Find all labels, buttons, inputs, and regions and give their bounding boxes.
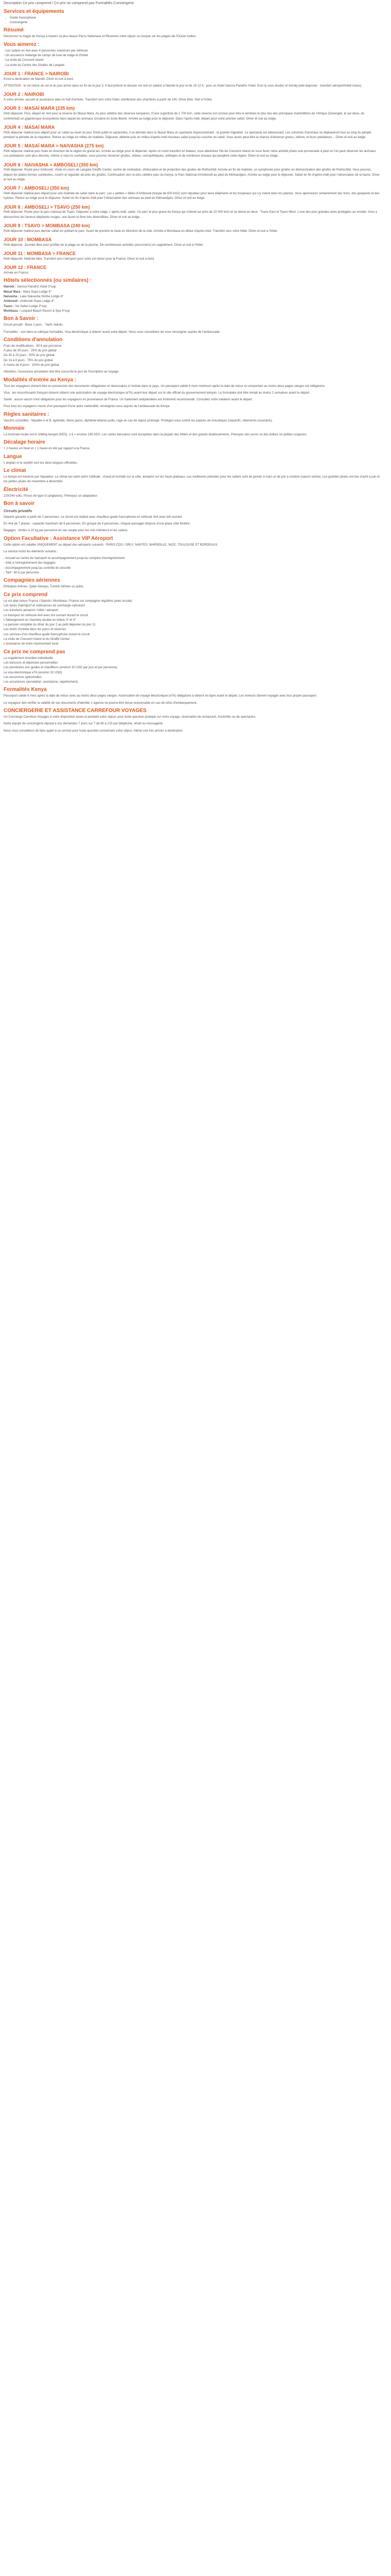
list-item	[4, 290, 380, 295]
day-8	[4, 205, 380, 220]
list-item: • Conciergerie	[10, 21, 380, 25]
page	[0, 0, 384, 741]
list-item: - Tarif : 60 € par personne	[4, 571, 380, 575]
day-title: JOUR 9 : TSAVO > MOMBASA (240 km)	[4, 223, 90, 229]
climat-text: Le Kenya est traversé par l'équateur. Le climat est varié selon l'altitude : chaud et humide sur la côte, tempéré sur les hauts plateaux. Les meilleures périodes pour les safaris sont de janvier à mars et de juin à octobre (saison sèche). Les grandes pluies ont lieu d'avril à juin et les petites pluies de novembre à décembre.	[4, 475, 380, 484]
conditions-note: Attention, l'assurance annulation doit être souscrite le jour de l'inscription au voyage.	[4, 370, 120, 374]
regles-sanitaires-text: Vaccins conseillés : hépatite A et B, typhoïde, fièvre jaune, diphtérie-tétanos-polio, rage en cas de séjour prolongé. Protégez-vous contre les piqûres de moustiques (répulsifs, vêtements couvrants).	[4, 419, 273, 422]
list-item: Les services d'un chauffeur-guide francophone durant le circuit	[4, 633, 90, 636]
list-item: À plus de 30 jours : 25% du prix global	[4, 349, 57, 353]
decalage-text: + 2 heures en hiver et + 1 heure en été par rapport à la France.	[4, 447, 91, 451]
list-item: Les assurances (annulation, assistance, rapatriement)	[4, 681, 78, 684]
langue-title: Langue	[4, 453, 22, 460]
modalites-text: Santé : aucun vaccin n'est obligatoire pour les voyageurs en provenance de France. Un traitement antipaludéen est fortement recommandé. Consultez votre médecin avant le départ.	[4, 398, 253, 402]
list-item: Les droits d'entrée dans les parcs et réserves	[4, 628, 66, 632]
list-item: - La visite du Centre des Girafes de Langata	[4, 63, 380, 68]
services-title: Services et équipements	[4, 8, 64, 14]
hotel-city: Tsavo :	[4, 304, 14, 308]
resume-title: Résumé	[4, 27, 24, 33]
day-text: Petit déjeuner matinal puis départ pour une matinée de safari dans le parc. Les « petites » bêtes d'Amboseli (troupe de 600 km2) sont réputées pour leurs éléphants et les troupeaux qui s'y voient dans les plaines. Vous apercevrez certainement des lions, des guépards et des hyènes. Retour au lodge pour le déjeuner. Safari en fin d'après-midi pour l'observation des animaux au pied du Kilimandjaro. Dîner et nuit au lodge.	[4, 192, 380, 200]
list-item: Les boissons et dépenses personnelles	[4, 661, 58, 665]
list-item	[4, 285, 380, 290]
list-item: L'assistance de notre représentant local	[4, 642, 58, 646]
bon-a-savoir-title: Bon à Savoir :	[4, 316, 39, 322]
list-item: Les taxes d'aéroport et redevances de surcharge carburant	[4, 604, 85, 607]
hotel-name: Voi Safari Lodge 3*sup	[15, 304, 47, 308]
services-list	[10, 16, 380, 26]
day-title: JOUR 11 : MOMBASA > FRANCE	[4, 251, 76, 257]
vous-aimerez-title: Vous aimerez :	[4, 41, 40, 47]
option-text: Le service inclut les éléments suivants :	[4, 550, 58, 553]
conciergerie-text: Un Concierge Carrefour Voyages à votre disposition avant et pendant votre séjour, pour toute question pratique sur votre voyage, réservation de restaurant, d'activités ou de spectacles.	[4, 716, 256, 719]
list-item: L'hébergement en chambre double en hôtels 3* et 4*	[4, 618, 76, 622]
hotel-name: Sarova Panafric Hotel 3*sup	[17, 285, 56, 289]
list-item: Frais de modifications : 80 € par personne	[4, 344, 62, 348]
list-item: Le transport en véhicule 4x4 avec toit ouvrant durant le circuit	[4, 614, 88, 617]
list-item: À moins de 8 jours : 100% du prix global	[4, 363, 59, 367]
hotel-city: Amboseli :	[4, 300, 20, 303]
hotel-city: Nairobi :	[4, 285, 17, 289]
formalites-title: Formalités Kenya	[4, 687, 47, 693]
hotels-list	[4, 285, 380, 314]
day-9	[4, 223, 380, 234]
bon-a-savoir-text: Formalités : voir dans la rubrique formalités. Visa électronique à obtenir avant votre départ. Nous vous conseillons de vous renseigner auprès de l'ambassade.	[4, 330, 221, 334]
list-item: Le supplément chambre individuelle	[4, 656, 53, 660]
day-3	[4, 106, 380, 121]
day-2	[4, 92, 380, 103]
hotel-name: Leopard Beach Resort & Spa 4*sup	[21, 309, 70, 313]
list-item	[4, 295, 380, 299]
list-item: - La visite de Crescent Island	[4, 58, 380, 63]
day-title: JOUR 12 : FRANCE	[4, 265, 47, 270]
monnaie-text: La monnaie locale est le shilling kenyan (KES). 1 € = environ 140 KES. Les cartes bancaires sont acceptées dans la plupart des hôtels et des grands établissements. Prévoyez des euros ou des dollars en petites coupures.	[4, 433, 307, 437]
hotel-city: Masaï Mara :	[4, 290, 23, 294]
day-1	[4, 71, 380, 89]
list-item: - Les safaris en 4x4 avec 4 personnes maximum par véhicule	[4, 49, 380, 54]
day-10	[4, 237, 380, 248]
list-item: Les excursions optionnelles	[4, 675, 42, 679]
langue-text: L'anglais et le swahili sont les deux langues officielles.	[4, 461, 78, 465]
day-12	[4, 265, 380, 276]
formalites-text: Le voyageur doit vérifier la validité de ses documents d'identité. L'agence ne pourra être tenue responsable en cas de refus d'embarquement.	[4, 701, 198, 705]
day-title: JOUR 6 : NAIVASHA > AMBOSELI (350 km)	[4, 162, 98, 167]
option-text: Cette option est valable UNIQUEMENT au départ des aéroports suivants : PARIS CDG / ORLY, NANTES, MARSEILLE, NICE, TOULOUSE ET BORDEAUX.	[4, 543, 219, 547]
bon-a-savoir-2-text: Bagages : limités à 15 kg par personne en sac souple pour les vols intérieurs et les safaris.	[4, 529, 128, 533]
day-title: JOUR 8 : AMBOSELI > TSAVO (250 km)	[4, 204, 90, 210]
day-text: À votre arrivée, accueil et assistance dans le hall d'arrivée. Transfert vers votre hôtel, distribution des chambres à partir de 14h. Dîner libre. Nuit à l'hôtel.	[4, 98, 213, 102]
day-text: Petit déjeuner. Route pour le parc national de Tsavo. Déjeuner à votre lodge. L'après-midi, safari. Ce parc le plus grand du Kenya qui s'étend sur près de 22 000 km2 et se divise en deux : Tsavo East et Tsavo West. L'une des plus grandes aires protégées au monde. Vous y découvrirez les fameux éléphants rouges, une faune et flore très diversifiées. Dîner et nuit au lodge.	[4, 211, 378, 219]
day-5	[4, 143, 380, 159]
list-item	[4, 299, 380, 304]
list-item: - Accompagnement jusqu'au contrôle de sécurité	[4, 566, 380, 571]
decalage-title: Décalage horaire	[4, 439, 45, 446]
list-item	[4, 309, 380, 314]
bon-a-savoir-2-text: Départs garantis à partir de 2 personnes. Le circuit est réalisé avec chauffeur-guide francophone en véhicule 4x4 avec toit ouvrant.	[4, 515, 183, 519]
day-text: Arrivée en France.	[4, 272, 29, 275]
bon-a-savoir-2-title: Bon à savoir	[4, 500, 35, 506]
conciergerie-text: Notre équipe de conciergerie répond à vos demandes 7 jours sur 7 de 9h à 21h par téléphone, email ou messagerie.	[4, 722, 164, 726]
prix-comprend-list	[4, 599, 380, 647]
day-text: Petit déjeuner. Route pour Amboseli. Visite en cours de Langata Giraffe Center, centre de motivation, d'éducation et de protection des girafes de Rothschild. Arrivée en fin de matinée, un symphonie pour girafes en démonstration des girafes de Rothschild. Vous pourrez, depuis les plates-formes surélevées, nourrir et regarder de près les girafes. Continuation vers le plus célèbre parc du Kenya, le Parc National d'Amboseli au pied du Kilimandjaro. Arrivée au lodge pour le déjeuner. Safari en fin d'après-midi pour l'observation de la faune. Dîner et nuit au lodge.	[4, 168, 380, 181]
modalites-text: Tous les voyageurs doivent être en possession des documents obligatoires et nécessaires à l'entrée dans le pays. Un passeport valide 6 mois minimum après la date de retour et comportant au moins deux pages vierges est obligatoire.	[4, 384, 325, 388]
bon-a-savoir-text: Circuit privatif - Base 2 pers. - Tarifs réduits.	[4, 324, 64, 327]
list-item: Les pourboires aux guides et chauffeurs (environ 10 USD par jour et par personne)	[4, 666, 118, 670]
resume-text: Découvrez la magie du Kenya à travers sa plus beaux Parcs Nationaux et Réserves votre séjour se toucpie sur les plages de l'Océan Indien.	[4, 35, 197, 39]
day-text: Petit déjeuner matinal puis dernier safari en quittant le parc. Avant de prendre la route en direction de la côte. Arrivée à Mombasa en début d'après-midi. Transfert vers votre hôtel. Dîner et nuit à l'hôtel.	[4, 229, 278, 233]
tabs-line: Description Ce prix comprend / Ce prix ne comprend pas Formalités Conciergerie	[4, 2, 134, 5]
list-item: Les transferts aéroport / hôtel / aéroport	[4, 609, 58, 613]
compagnies-title: Compagnies aériennes	[4, 578, 60, 584]
formalites-text: Passeport valide 6 mois après la date de retour avec au moins deux pages vierges. Autorisation de voyage électronique (eTA) obligatoire à obtenir en ligne avant le départ. Les mineurs doivent voyager avec leur propre passeport.	[4, 694, 317, 698]
day-title: JOUR 5 : MASAÏ MARA > NAIVASHA (275 km)	[4, 143, 104, 149]
day-text: Envol à destination de Nairobi. Dîner et nuit à bord.	[4, 77, 74, 81]
compagnies-text: Ethiopian Airlines, Qatar Airways, Turkish Airlines ou autre.	[4, 585, 84, 589]
climat-title: Le climat	[4, 467, 26, 473]
hotel-name: Amboseli Sopa Lodge 4*	[20, 300, 55, 303]
day-title: JOUR 1 : FRANCE > NAIROBI	[4, 71, 69, 76]
day-title: JOUR 3 : MASAÏ MARA (235 km)	[4, 106, 75, 111]
circuits-privatifs-subtitle: Circuits privatifs	[4, 509, 32, 513]
hotel-name: Mara Sopa Lodge 4*	[23, 290, 52, 294]
list-item: - Un accueurur mélange de camps de luxe de lodge et d'hotel	[4, 54, 380, 58]
list-item: Le vol aller-retour France / Nairobi / Mombasa / France sur compagnie régulière (avec escale)	[4, 599, 133, 603]
electricite-text: 220/240 volts. Prises de type G (anglaises). Prévoyez un adaptateur.	[4, 494, 98, 498]
day-text: Petit déjeuner. Puis, départ en 4x4 pour la réserve du Masaï Mara. Au plus célèbre des réserves kenyanes. D'une superficie de 1 700 km², cette réserve est connue pour être le territoire le plus lieu des principaux mammifères de l'Afrique (Serengeti, le sur-deux, du continental) un gigantesque écosystème dans laquel les animaux circulent en toute liberté. Arrivée au lodge pour le déjeuner. Dans l'après-midi, départ pour votre premier safari. Dîner et nuit au lodge.	[4, 112, 365, 121]
day-title: JOUR 10 : MOMBASA	[4, 237, 52, 243]
modalites-text: Visa : les ressortissants français doivent obtenir une autorisation de voyage électronique (eTA) avant leur départ sur le site officiel du gouvernement kényan. Le formulaire doit être rempli au moins 2 semaines avant le départ.	[4, 391, 310, 395]
day-title: JOUR 7 : AMBOSELI (350 km)	[4, 185, 69, 191]
hotels-title: Hôtels sélectionnés (ou similaires) :	[4, 278, 92, 284]
itinerary	[4, 71, 380, 276]
day-11	[4, 251, 380, 262]
day-title: JOUR 4 : MASAÏ MARA	[4, 124, 55, 130]
day-6	[4, 162, 380, 183]
prix-ne-comprend-list	[4, 656, 380, 685]
hotel-name: Lake Naivasha Simba Lodge 4*	[20, 295, 63, 299]
day-text: Petit déjeuner. Journée libre pour profiter de la plage ou de la piscine. De nombreuses activités (excursions) en supplément. Dîner et nuit à l'hôtel.	[4, 243, 204, 247]
regles-sanitaires-title: Règles sanitaires :	[4, 411, 50, 417]
conditions-list	[4, 344, 380, 368]
option-title: Option Facultative : Assistance VIP Aéroport	[4, 535, 113, 541]
day-text: Petit déjeuner matinal puis route en direction de la région du grand lac. Arrivée au lodge pour le déjeuner. Après un court transfert en bateau, vous atteindrez l'île de Crescent Island où vous ferez notre activité phare une promenade à pied où l'on peut observer les animaux. Les prédateurs sont plus discrets, même si vous le souhaitez, vous pourrez observer girafes, zèbres, cercopithèques, antilopes et de nombreux oiseaux qui peuplent cette région. Dîner et nuit au lodge.	[4, 149, 377, 158]
option-list	[4, 556, 380, 575]
conciergerie-title: CONCIERGERIE ET ASSISTANCE CARREFOUR VOYAGES	[4, 708, 146, 714]
list-item	[4, 304, 380, 309]
modalites-text: Pour tous les voyageurs munis d'un passeport d'une autre nationalité, renseignez-vous auprès de l'ambassade du Kenya.	[4, 405, 170, 409]
day-text: Petit déjeuner. Matinée libre. Transfert vers l'aéroport pour votre vol retour pour la France. Dîner et nuit à bord.	[4, 258, 155, 261]
list-item: De 14 à 8 jours : 75% du prix global	[4, 359, 53, 362]
electricite-title: Électricité	[4, 486, 28, 493]
day-text: ATTENTION : le vol retour du vol et du jour arrive dans en fin de la jour 3. Il faut prévoir le dossier vol nuit en safaris à Nairobi le jour et de 16 12 A : pres un Hotel Sarova Panafric Hotel. D'un le vous doutes et Ireiraly petit dejeuner - transfert aéroport/hôtel inclus).	[4, 84, 363, 88]
day-title: JOUR 2 : NAIROBI	[4, 92, 44, 97]
bon-a-savoir-2-text: En 4x4 de 7 places : capacité maximum de 6 personnes. En groupe de 4 personnes, chaque passager dispose d'une place côté fenêtre.	[4, 522, 191, 526]
list-item: La pension complète du dîner du jour 2 au petit déjeuner du jour 11	[4, 623, 96, 627]
hotel-city: Naivasha :	[4, 295, 20, 299]
conditions-title: Conditions d'annulation	[4, 336, 63, 343]
prix-comprend-title: Ce prix comprend	[4, 591, 48, 598]
conciergerie-text: Nous vous conseillons de faire appel à ce service pour toute question concernant votre séjour, même une fois arrivés à destination.	[4, 729, 184, 733]
modalites-title: Modalités d'entrée au Kenya :	[4, 377, 76, 383]
day-4	[4, 125, 380, 140]
list-item: La visite de Crescent Island et du Giraffe Center	[4, 638, 70, 641]
list-item: - Accueil au centre de l'aéroport et accompagnement jusqu'au comptoir d'enregistrement	[4, 556, 380, 561]
list-item: - Aide à l'enregistrement des bagages	[4, 561, 380, 566]
hotel-city: Mombasa :	[4, 309, 20, 313]
monnaie-title: Monnaie	[4, 426, 25, 432]
list-item: Le visa électronique eTA (environ 32 USD)	[4, 671, 62, 674]
day-text: Petit déjeuner matinal puis départ pour un safari au lever du jour. Entre juillet et septembre, il se déroule dans le Masaï Mara un spectacle impressionnant : la grande migration. Le spectacle est éblouissant. Les colonnes d'animaux se déplaceront tout au long du périple pendant la période de la migration. Retour au lodge en milieu de matinée. Déjeuner, détente puis en milieu d'après-midi nouveau safari jusqu'au coucher du soleil. Vous aurez peut-être la chance d'observer gnous, zèbres, et leurs prédateurs... Dîner et nuit au lodge.	[4, 131, 371, 139]
list-item: De 30 à 15 jours : 50% du prix global	[4, 354, 55, 358]
prix-ne-comprend-title: Ce prix ne comprend pas	[4, 649, 66, 655]
day-7	[4, 185, 380, 201]
vous-aimerez-list	[4, 49, 380, 68]
list-item: • Guide francophone	[10, 16, 380, 21]
